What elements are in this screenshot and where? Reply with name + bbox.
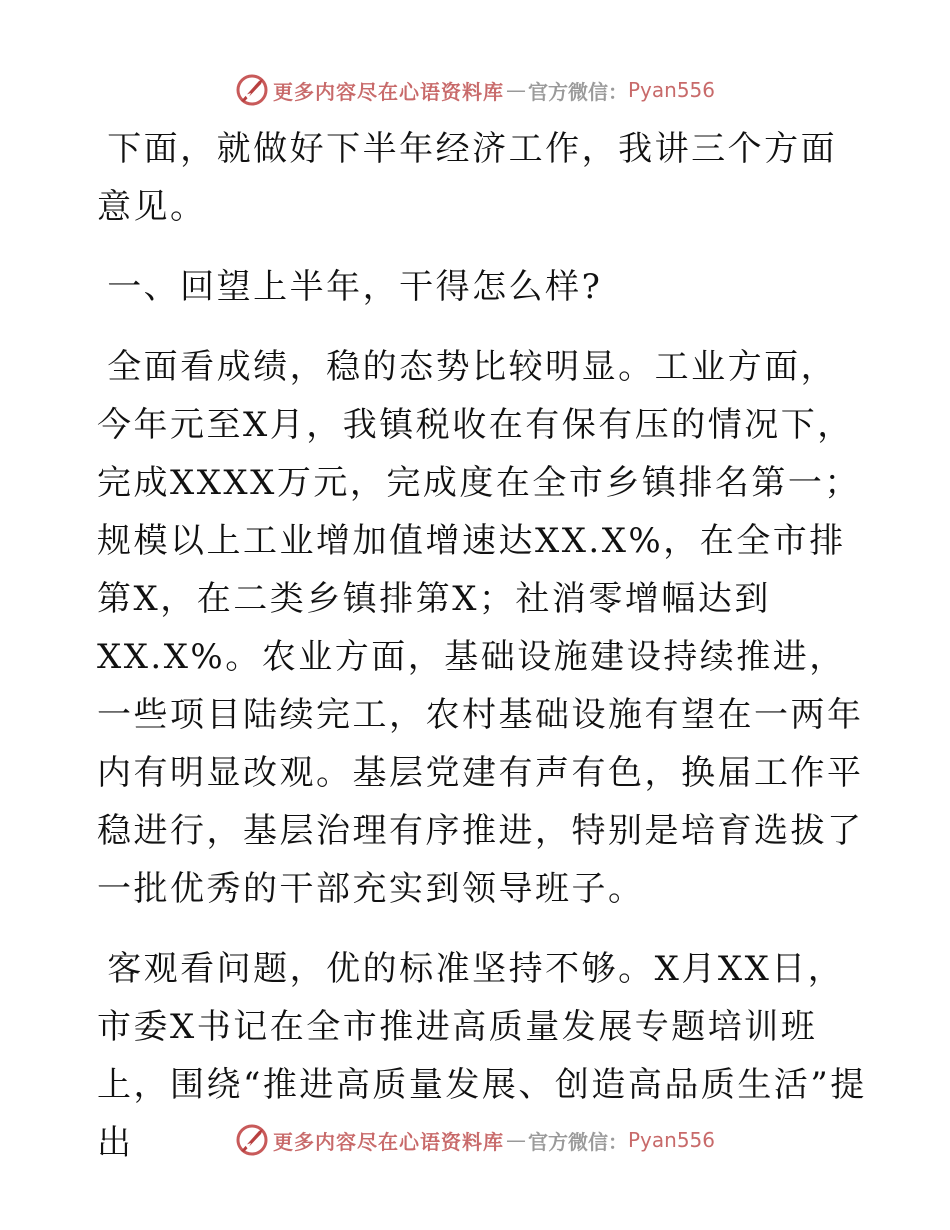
- document-body: [97, 120, 867, 1172]
- watermark-text: 更多内容尽在心语资料库: [272, 1129, 504, 1154]
- paragraph-problems: 客观看问题，优的标准坚持不够。X月XX日，市委X书记在全市推进高质量发展专题培训班上，围绕“推进高质量发展、创造高品质生活”提出: [97, 949, 867, 1163]
- header-watermark: [0, 70, 950, 110]
- watermark-text: 更多内容尽在心语资料库: [272, 79, 504, 104]
- watermark-separator: —: [505, 78, 526, 102]
- watermark-wechat-id: Pyan556: [627, 1128, 715, 1152]
- watermark-wechat-label: 官方微信：: [527, 1129, 628, 1154]
- watermark-wechat-label: 官方微信：: [527, 79, 628, 104]
- paragraph-achievements: 全面看成绩，稳的态势比较明显。工业方面，今年元至X月，我镇税收在有保有压的情况下，完成XXXX万元，完成度在全市乡镇排名第一；规模以上工业增加值增速达XX.X%，在全市排第X，在二类乡镇排第X；社消零增幅达到XX.X%。农业方面，基础设施建设持续推进，一些项目陆续完工，农村基础设施有望在一两年内有明显改观。基层党建有声有色，换届工作平稳进行，基层治理有序推进，特别是培育选拔了一批优秀的干部充实到领导班子。: [97, 347, 864, 909]
- quill-logo-icon: [235, 1123, 269, 1157]
- watermark-wechat-id: Pyan556: [627, 78, 715, 102]
- footer-watermark: [0, 1120, 950, 1160]
- watermark-separator: —: [505, 1128, 526, 1152]
- section-heading: 一、回望上半年，干得怎么样?: [107, 267, 603, 307]
- quill-logo-icon: [235, 73, 269, 107]
- paragraph-intro: 下面，就做好下半年经济工作，我讲三个方面意见。: [97, 129, 838, 227]
